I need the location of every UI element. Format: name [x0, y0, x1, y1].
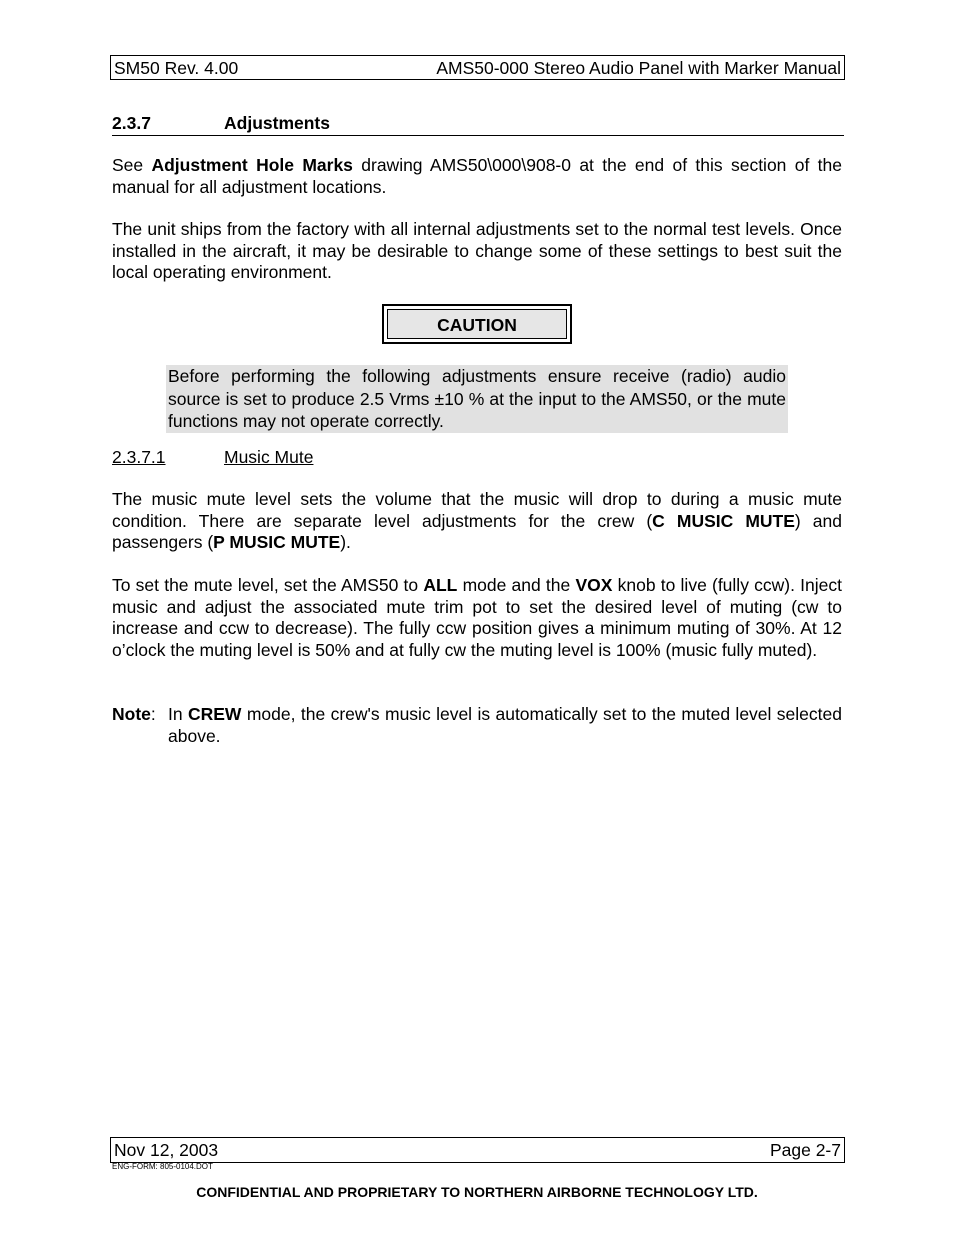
note-label [112, 704, 156, 726]
note-text-1: In [168, 704, 188, 724]
note-colon: : [150, 704, 156, 724]
note-label-text: Note [112, 704, 151, 724]
paragraph-set-mute-level [112, 575, 842, 661]
note [112, 704, 842, 747]
para1-bold-reference: Adjustment Hole Marks [151, 155, 353, 175]
subsection-number: 2.3.7.1 [112, 447, 166, 467]
page-footer [110, 1137, 845, 1163]
note-body [168, 704, 842, 747]
header-document-number: SM50 Rev. 4.00 [114, 58, 239, 78]
section-heading [112, 113, 844, 136]
para4-bold-vox: VOX [575, 575, 613, 595]
subsection-title: Music Mute [224, 447, 314, 467]
para2-text: The unit ships from the factory with all internal adjustments set to the normal test levels. Once installed in the aircraft, it may be desirable to change some of these settings to best suit the local operating environment. [112, 219, 842, 282]
para4-text-2: mode and the [457, 575, 576, 595]
paragraph-adjustment-locations [112, 155, 842, 198]
para3-text-2: ) and passengers ( [112, 510, 842, 552]
confidentiality-notice: CONFIDENTIAL AND PROPRIETARY TO NORTHERN AIRBORNE TECHNOLOGY LTD. [196, 1184, 758, 1200]
page-header [110, 55, 845, 80]
para4-text-1: To set the mute level, set the AMS50 to [112, 575, 424, 595]
section-number: 2.3.7 [112, 113, 151, 133]
caution-text: Before performing the following adjustments ensure receive (radio) audio source is set to produce 2.5 Vrms ±10 % at the input to the AMS50, or the mute functions may not operate correctly. [168, 366, 786, 431]
caution-label: CAUTION [387, 309, 567, 339]
footer-form-id: ENG-FORM: 805-0104.DOT [112, 1162, 213, 1171]
section-title: Adjustments [224, 113, 330, 133]
caution-box [382, 304, 572, 344]
note-bold-crew: CREW [187, 704, 242, 724]
para3-text-1: The music mute level sets the volume that the music will drop to during a music mute condition. There are separate level adjustments for the crew ( [112, 489, 842, 531]
para1-text-start: See [112, 155, 152, 175]
para3-bold-passenger-control: P MUSIC MUTE [213, 532, 341, 552]
para3-text-3: ). [340, 532, 351, 552]
footer-date: Nov 12, 2003 [114, 1140, 219, 1160]
header-manual-title: AMS50-000 Stereo Audio Panel with Marker Manual [436, 58, 841, 78]
para4-bold-all-mode: ALL [423, 575, 458, 595]
paragraph-factory-settings [112, 219, 842, 284]
paragraph-music-mute [112, 489, 842, 554]
para1-text-end: drawing AMS50\000\908-0 at the end of this section of the manual for all adjustment locations. [112, 155, 843, 197]
para4-text-3: knob to live (fully ccw). Inject music and adjust the associated mute trim pot to set the desired level of muting (cw to increase and ccw to decrease). The fully ccw position gives a minimum muting of 30%. At 12 o’clock the muting level is 50% and at fully cw the muting level is 100% (music fully muted). [112, 575, 842, 660]
footer-page-number: Page 2-7 [769, 1140, 841, 1160]
para3-bold-crew-control: C MUSIC MUTE [652, 510, 795, 531]
subsection-heading [112, 447, 314, 468]
note-text-2: mode, the crew's music level is automatically set to the muted level selected above. [168, 704, 842, 746]
